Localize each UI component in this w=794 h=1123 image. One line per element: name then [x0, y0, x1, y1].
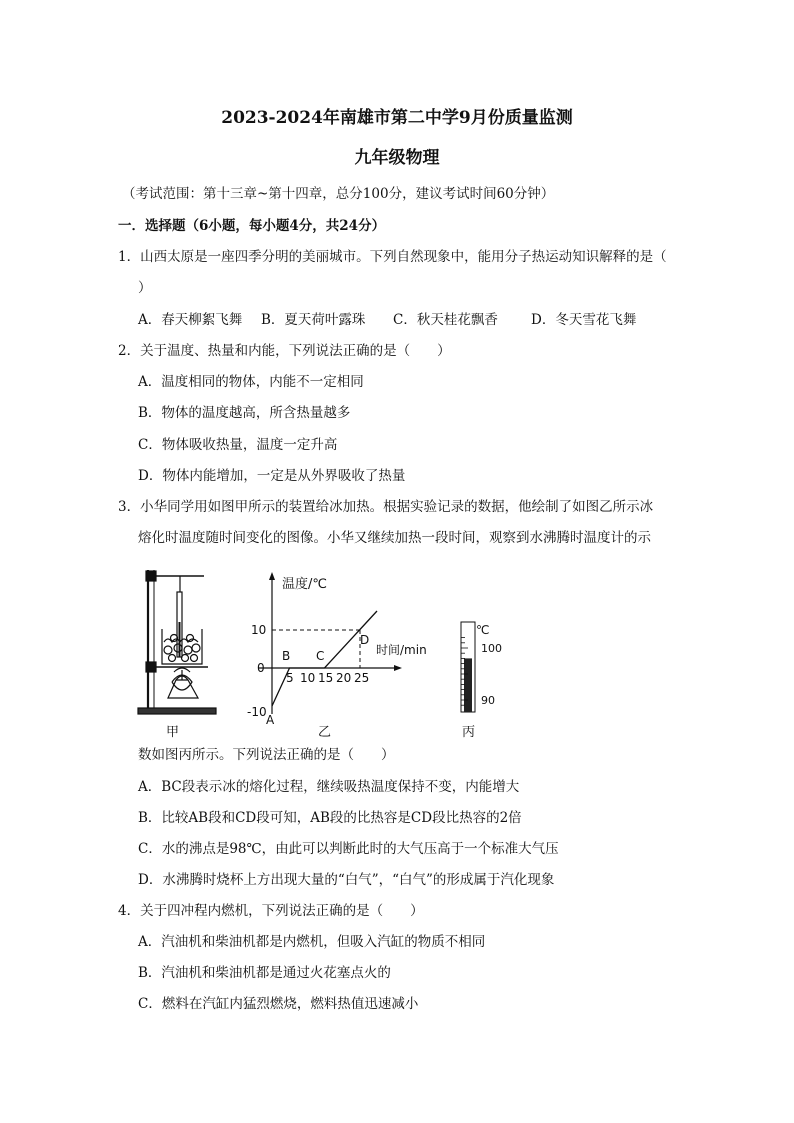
q1-stem-line1: 1．山西太原是一座四季分明的美丽城市。下列自然现象中，能用分子热运动知识解释的是（ [118, 249, 667, 265]
q4-option-c: C．燃料在汽缸内猛烈燃烧，燃料热值迅速减小 [138, 996, 419, 1012]
q3-option-a: A．BC段表示冰的熔化过程，继续吸热温度保持不变，内能增大 [138, 779, 520, 795]
fig-label-jia: 甲 [166, 725, 180, 740]
xtick-5: 5 [286, 671, 294, 685]
point-label-c: C [316, 649, 325, 663]
fig-label-bing: 丙 [462, 725, 476, 740]
q2-option-d: D．物体内能增加，一定是从外界吸收了热量 [138, 468, 406, 484]
temperature-graph [247, 572, 427, 727]
exam-title: 2023-2024年南雄市第二中学9月份质量监测 [221, 108, 573, 128]
thermometer-unit: ℃ [476, 623, 490, 637]
q1-option-d: D．冬天雪花飞舞 [531, 312, 637, 328]
q4-option-a: A．汽油机和柴油机都是内燃机，但吸入汽缸的物质不相同 [138, 934, 486, 950]
xtick-10: 10 [300, 671, 316, 685]
q1-options [138, 310, 636, 330]
q2-option-a: A．温度相同的物体，内能不一定相同 [138, 374, 364, 390]
point-label-b: B [282, 649, 291, 663]
q2-option-b: B．物体的温度越高，所含热量越多 [138, 405, 351, 421]
thermometer-mercury [464, 658, 472, 712]
fig-label-yi: 乙 [318, 725, 332, 740]
xtick-25: 25 [354, 671, 370, 685]
ytick-neg10: -10 [247, 705, 267, 719]
q3-option-d: D．水沸腾时烧杯上方出现大量的“白气”，“白气”的形成属于汽化现象 [138, 872, 555, 888]
graph-ylabel: 温度/℃ [282, 577, 327, 592]
q3-stem-line3: 数如图丙所示。下列说法正确的是（ ） [138, 747, 395, 763]
xtick-15: 15 [318, 671, 334, 685]
thermometer-label-90: 90 [481, 694, 495, 707]
q3-figures [130, 562, 690, 742]
q3-figures-svg [130, 562, 690, 742]
q2-option-c: C．物体吸收热量，温度一定升高 [138, 437, 338, 453]
ytick-0: 0 [257, 661, 265, 675]
point-label-d: D [360, 633, 370, 647]
q1-option-b: B．夏天荷叶露珠 [261, 312, 366, 328]
xtick-20: 20 [336, 671, 352, 685]
thermometer-figure [461, 622, 502, 712]
q4-stem: 4．关于四冲程内燃机，下列说法正确的是（ ） [118, 903, 424, 919]
q3-option-b: B．比较AB段和CD段可知，AB段的比热容是CD段比热容的2倍 [138, 810, 522, 826]
exam-scope: （考试范围：第十三章~第十四章，总分100分，建议考试时间60分钟） [122, 186, 555, 202]
q1-option-c: C．秋天桂花飘香 [393, 312, 498, 328]
q4-option-b: B．汽油机和柴油机都是通过火花塞点火的 [138, 965, 391, 981]
q2-stem: 2．关于温度、热量和内能，下列说法正确的是（ ） [118, 343, 451, 359]
q3-stem-line1: 3．小华同学用如图甲所示的装置给冰加热。根据实验记录的数据，他绘制了如图乙所示冰 [118, 499, 654, 515]
ytick-10: 10 [251, 623, 267, 637]
q3-option-c: C．水的沸点是98℃，由此可以判断此时的大气压高于一个标准大气压 [138, 841, 559, 857]
graph-xlabel: 时间/min [376, 643, 427, 657]
q1-option-a: A．春天柳絮飞舞 [138, 312, 243, 328]
exam-subtitle: 九年级物理 [354, 148, 440, 168]
thermometer-label-100: 100 [481, 642, 502, 655]
section-heading: 一．选择题（6小题，每小题4分，共24分） [118, 218, 386, 234]
q1-stem-line2: ） [138, 280, 152, 296]
q3-stem-line2: 熔化时温度随时间变化的图像。小华又继续加热一段时间，观察到水沸腾时温度计的示 [138, 530, 651, 546]
apparatus-figure [138, 570, 216, 714]
point-label-a: A [266, 713, 275, 727]
